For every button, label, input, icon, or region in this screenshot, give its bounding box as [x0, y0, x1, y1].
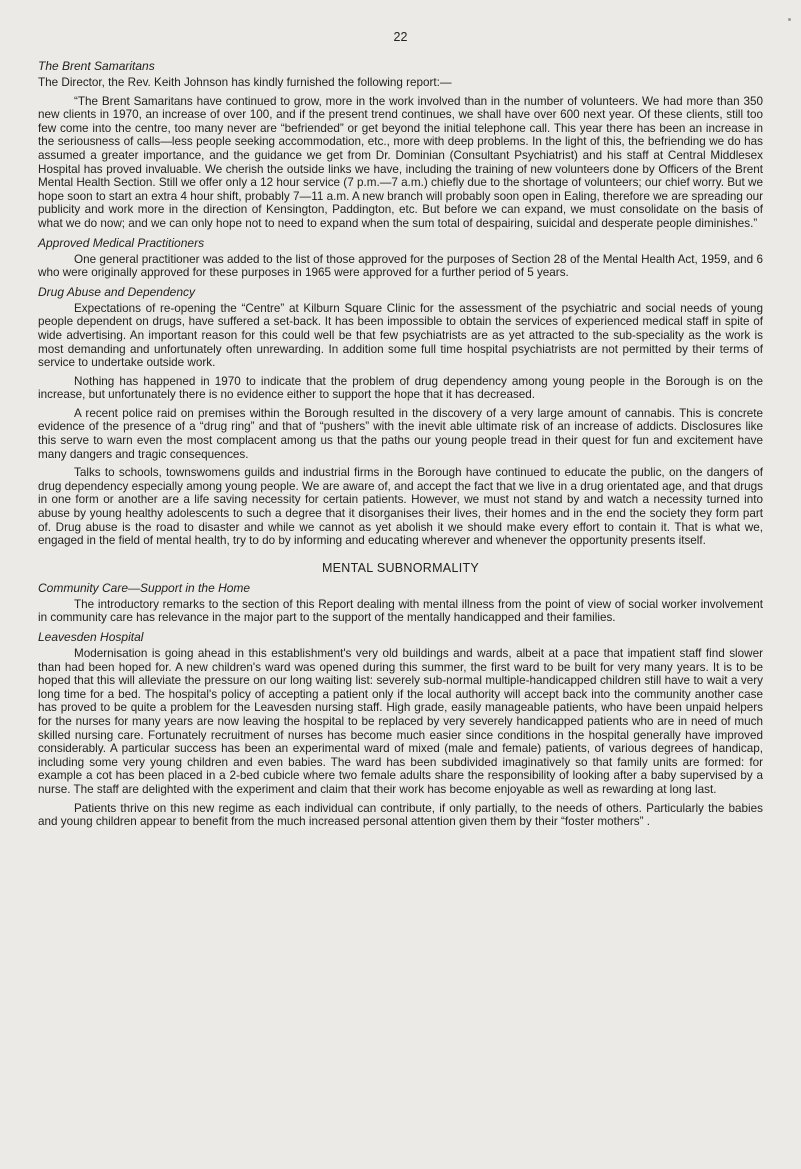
heading-brent-samaritans: The Brent Samaritans: [38, 59, 155, 73]
page-number: 22: [393, 30, 408, 44]
community-paragraph: The introductory remarks to the section of this Report dealing with mental illness from the point of view of social worker involvement in community care has relevance in the major part to the support of the mentally handicapped and their families.: [38, 597, 763, 625]
drugs-paragraph-4: Talks to schools, townswomens guilds and industrial firms in the Borough have continued to educate the public, on the dangers of drug dependency especially among young people. We are aware of, and accept the fact that we live in a drug orientated age, and that drugs in one form or another are a life saving necessity for certain patients. However, we must not stand by and watch a necessity turned into abuse by young healthy adolescents to such a degree that it disorganises their lives, their homes and in the end the society they form part of. Drug abuse is the road to disaster and while we cannot as yet abolish it we should make every effort to contain it. That is what we, engaged in the field of mental health, try to do by informing and educating wherever and whenever the opportunity presents itself.: [38, 466, 763, 548]
drugs-paragraph-2: Nothing has happened in 1970 to indicate that the problem of drug dependency among young people in the Borough is on the increase, but unfortunately there is no evidence either to support the hope that it has decreased.: [38, 374, 763, 402]
heading-community-care: Community Care—Support in the Home: [38, 580, 251, 595]
leavesden-paragraph-1: Modernisation is going ahead in this establishment's very old buildings and wards, albeit at a pace that impatient staff find slower than had been hoped for. A new children's ward was opened during this summer, the first ward to be built for very many years. It is to be hoped that this will alleviate the pressure on our long waiting list: severely sub-normal multiple-handicapped children still have to wait a very long time for a bed. The hospital's policy of accepting a patient only if the local authority will accept back into the community another case has proved to be quite a problem for the Leavesden nursing staff. High grade, easily manageable patients, who have been unpaid helpers for the nurses for many years are now leaving the hospital to be replaced by very severely handicapped patients who are in need of much skilled nursing care. Fortunately recruitment of nurses has become much easier since conditions in the hospital generally have improved considerably. A particular success has been an experimental ward of mixed (male and female) patients, of various degrees of handicap, including some very young children and even babies. The ward has been subdivided imaginatively so that family units are formed: for example a cot has been placed in a 2-bed cubicle where two female adults share the responsibility of looking after a baby supervised by a nurse. The staff are delighted with the experiment and claim that their work has become enjoyable as well as rewarding at long last.: [38, 647, 763, 796]
drugs-paragraph-3: A recent police raid on premises within the Borough resulted in the discovery of a very large amount of cannabis. This is concrete evidence of the presence of a “drug ring” and that of “pushers” with the inevit able ultimate risk of an increase of addicts. Disclosures like this serve to warn even the most complacent among us that the paths our young people tread in their quest for fun and excitement have many dangers and tragic consequences.: [38, 406, 763, 461]
approved-paragraph: One general practitioner was added to the list of those approved for the purposes of Section 28 of the Mental Health Act, 1959, and 6 who were originally approved for these purposes in 1965 were approved for a further period of 5 years.: [38, 252, 763, 280]
samaritans-report: “The Brent Samaritans have continued to grow, more in the work involved than in the number of volunteers. We had more than 350 new clients in 1970, an increase of over 100, and if the present trend continues, we shall have over 600 next year. Of these clients, still too few come into the centre, too many never are “befriended” or get beyond the initial telephone call. This year there has been an increase in the seriousness of calls—less people seeking accommodation, etc., more with deep problems. In the light of this, the befriending we do has assumed a greater importance, and the guidance we get from Dr. Dominian (Consultant Psychiatrist) and his staff at Central Middlesex Hospital has proved invaluable. We cherish the outside links we have, including the training of new volunteers done by Officers of the Brent Mental Health Section. Still we offer only a 12 hour service (7 p.m.—7 a.m.) chiefly due to the shortage of volunteers; our chief worry. But we hope soon to start an extra 4 hour shift, probably 7—11 a.m. A new branch will probably soon open in Ealing, therefore we are spreading our publicity and work more in the direction of Kensington, Paddington, etc. But before we can expand, we must consolidate on the basis of what we do now; and we can only hope not to need to expand when the sum total of despairing, suicidal and desperate people diminishes.”: [38, 94, 763, 230]
leavesden-paragraph-2: Patients thrive on this new regime as each individual can contribute, if only partially, to the needs of others. Particularly the babies and young children appear to benefit from the much increased personal attention given them by their “foster mothers” .: [38, 801, 763, 829]
scan-mark: [788, 18, 791, 21]
heading-approved-medical-practitioners: Approved Medical Practitioners: [38, 235, 205, 250]
drugs-paragraph-1: Expectations of re-opening the “Centre” at Kilburn Square Clinic for the assessment of the psychiatric and social needs of young people dependent on drugs, have suffered a set-back. It has been impossible to obtain the services of experienced medical staff in spite of wide advertising. An important reason for this could well be that few psychiatrists are as yet attracted to the sub-speciality as the work is most demanding and unfortunately often unrewarding. In addition some full time hospital psychiatrists are not permitted by their terms of service to undertake outside work.: [38, 301, 763, 370]
heading-leavesden-hospital: Leavesden Hospital: [38, 630, 144, 644]
samaritans-intro: The Director, the Rev. Keith Johnson has kindly furnished the following report:—: [38, 76, 452, 89]
heading-drug-abuse: Drug Abuse and Dependency: [38, 284, 195, 299]
section-title-mental-subnormality: MENTAL SUBNORMALITY: [321, 560, 480, 575]
